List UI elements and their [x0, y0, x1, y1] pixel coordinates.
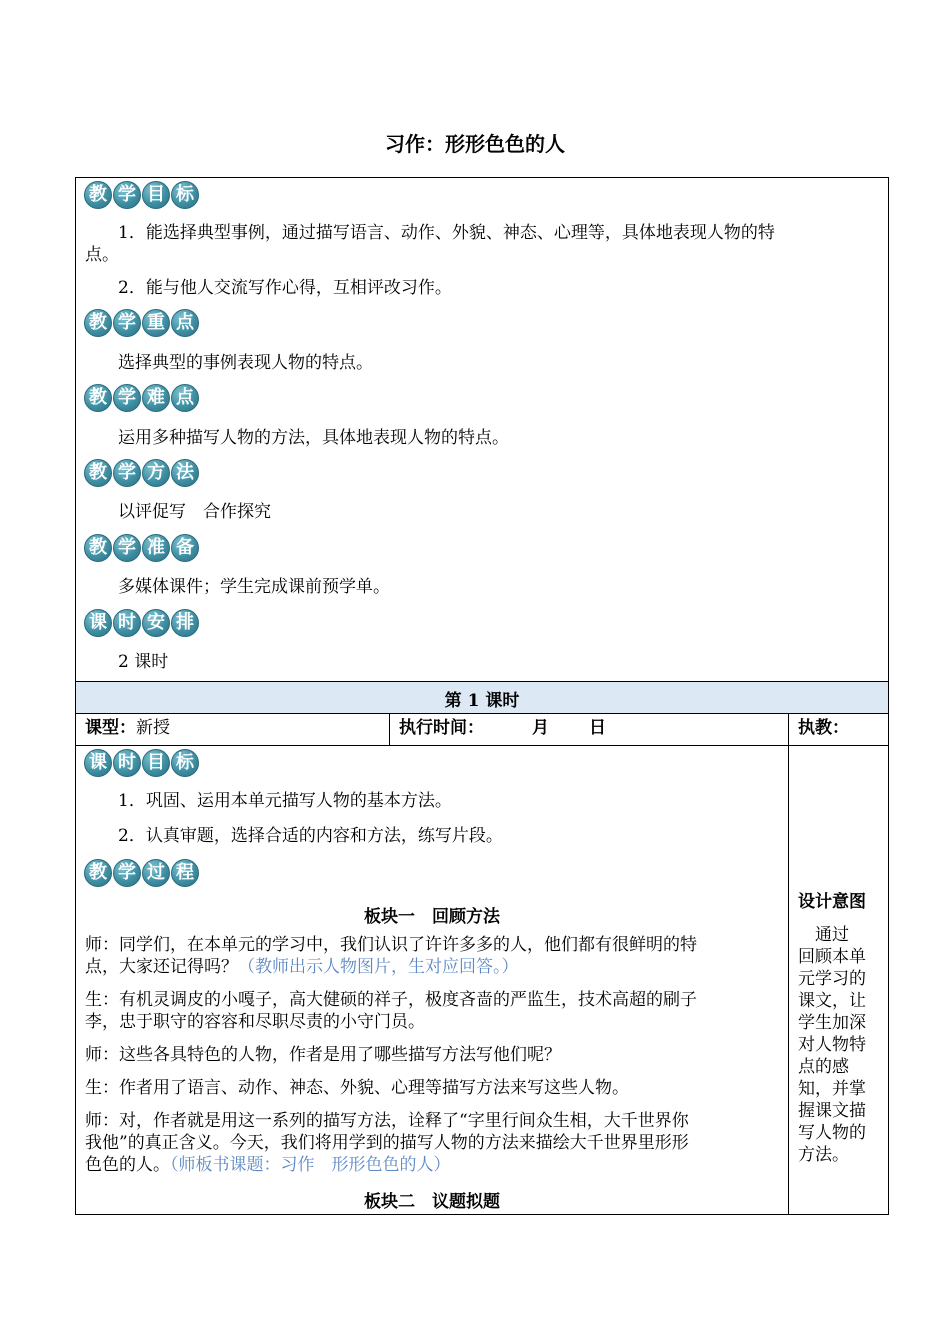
- badge-teaching-key: [84, 309, 200, 337]
- divider: [76, 713, 888, 714]
- badge-char: 目: [142, 181, 170, 209]
- design-intent-text: [798, 924, 876, 1166]
- badge-char: 教: [84, 534, 112, 562]
- goal-line-1-cont: 点。: [85, 245, 119, 265]
- dialog-3: 师：这些各具特色的人物，作者是用了哪些描写方法写他们呢？: [85, 1045, 561, 1065]
- lesson-type-value: 新授: [136, 718, 170, 738]
- design-line: 通过: [798, 925, 849, 945]
- badge-char: 标: [171, 181, 199, 209]
- dialog-4: 生：作者用了语言、动作、神态、外貌、心理等描写方法来写这些人物。: [85, 1078, 629, 1098]
- badge-char: 学: [113, 181, 141, 209]
- schedule-text: 2 课时: [118, 652, 169, 672]
- badge-char: 准: [142, 534, 170, 562]
- dialog-note: （教师出示人物图片，生对应回答。）: [238, 957, 519, 977]
- badge-char: 目: [142, 749, 170, 777]
- badge-char: 学: [113, 534, 141, 562]
- dialog-line: 李，忠于职守的容容和尽职尽责的小守门员。: [85, 1012, 425, 1032]
- lesson-goal-1: 1．巩固、运用本单元描写人物的基本方法。: [118, 791, 452, 811]
- teacher-label: 执教：: [798, 718, 849, 738]
- badge-char: 课: [84, 749, 112, 777]
- prep-text: 多媒体课件；学生完成课前预学单。: [118, 577, 390, 597]
- exec-day: 日: [589, 718, 606, 738]
- badge-char: 学: [113, 859, 141, 887]
- badge-teaching-goal: [84, 181, 200, 209]
- design-line: 握课文描: [798, 1101, 866, 1121]
- exec-time-label: 执行时间：: [399, 718, 484, 738]
- badge-char: 时: [113, 609, 141, 637]
- lesson-type-label: 课型：: [85, 718, 136, 738]
- dialog-1: [85, 934, 785, 978]
- badge-char: 学: [113, 309, 141, 337]
- badge-char: 备: [171, 534, 199, 562]
- lesson-label: 第 1 课时: [444, 691, 520, 711]
- dialog-line: 师：对，作者就是用这一系列的描写方法，诠释了“字里行间众生相，大千世界你: [85, 1111, 689, 1131]
- design-line: 对人物特: [798, 1035, 866, 1055]
- dialog-2: [85, 989, 785, 1033]
- badge-char: 安: [142, 609, 170, 637]
- design-intent-title: 设计意图: [798, 892, 866, 912]
- dialog-line: 生：有机灵调皮的小嘎子，高大健硕的祥子，极度吝啬的严监生，技术高超的刷子: [85, 990, 697, 1010]
- badge-lesson-goal: [84, 749, 200, 777]
- design-line: 知，并掌: [798, 1079, 866, 1099]
- dialog-line: 我他”的真正含义。今天，我们将用学到的描写人物的方法来描绘大千世界里形形: [85, 1133, 689, 1153]
- dialog-5: [85, 1110, 785, 1176]
- design-line: 元学习的: [798, 969, 866, 989]
- dialog-line: 师：同学们，在本单元的学习中，我们认识了许许多多的人，他们都有很鲜明的特: [85, 935, 697, 955]
- badge-char: 法: [171, 459, 199, 487]
- design-line: 学生加深: [798, 1013, 866, 1033]
- divider: [76, 745, 888, 746]
- lesson-goal-2: 2．认真审题，选择合适的内容和方法，练写片段。: [118, 826, 503, 846]
- divider: [788, 714, 789, 1215]
- badge-char: 标: [171, 749, 199, 777]
- method-text: 以评促写 合作探究: [118, 502, 271, 522]
- lesson-type: [85, 717, 170, 739]
- badge-char: 排: [171, 609, 199, 637]
- badge-schedule: [84, 609, 200, 637]
- design-line: 写人物的: [798, 1123, 866, 1143]
- dialog-line: 色色的人。（师板书课题：习作 形形色色的人）: [85, 1155, 451, 1175]
- lesson-plan-table: [75, 177, 889, 1215]
- badge-char: 方: [142, 459, 170, 487]
- badge-char: 难: [142, 384, 170, 412]
- badge-char: 教: [84, 459, 112, 487]
- goal-line-2: 2．能与他人交流写作心得，互相评改习作。: [118, 278, 452, 298]
- dialog-line: 点，大家还记得吗？（教师出示人物图片，生对应回答。）: [85, 957, 519, 977]
- badge-char: 重: [142, 309, 170, 337]
- badge-char: 程: [171, 859, 199, 887]
- badge-char: 教: [84, 309, 112, 337]
- badge-char: 学: [113, 384, 141, 412]
- divider: [389, 714, 390, 745]
- block1-title: 板块一 回顾方法: [364, 907, 500, 927]
- dialog-note: （师板书课题：习作 形形色色的人）: [170, 1155, 451, 1175]
- block2-title: 板块二 议题拟题: [364, 1192, 500, 1212]
- badge-char: 点: [171, 309, 199, 337]
- design-line: 点的感: [798, 1057, 849, 1077]
- badge-teaching-difficulty: [84, 384, 200, 412]
- badge-char: 点: [171, 384, 199, 412]
- badge-process: [84, 859, 200, 887]
- badge-teaching-method: [84, 459, 200, 487]
- design-line: 回顾本单: [798, 947, 866, 967]
- badge-char: 教: [84, 181, 112, 209]
- design-line: 课文，让: [798, 991, 866, 1011]
- design-line: 方法。: [798, 1145, 849, 1165]
- badge-char: 教: [84, 859, 112, 887]
- badge-char: 课: [84, 609, 112, 637]
- badge-char: 过: [142, 859, 170, 887]
- badge-char: 时: [113, 749, 141, 777]
- badge-char: 学: [113, 459, 141, 487]
- badge-char: 教: [84, 384, 112, 412]
- exec-month: 月: [532, 718, 549, 738]
- difficulty-text: 运用多种描写人物的方法，具体地表现人物的特点。: [118, 428, 509, 448]
- key-text: 选择典型的事例表现人物的特点。: [118, 353, 373, 373]
- goal-line-1: 1．能选择典型事例，通过描写语言、动作、外貌、神态、心理等，具体地表现人物的特: [118, 223, 775, 243]
- page-title: 习作：形形色色的人: [385, 132, 565, 156]
- exec-time: [399, 717, 606, 739]
- badge-teaching-prep: [84, 534, 200, 562]
